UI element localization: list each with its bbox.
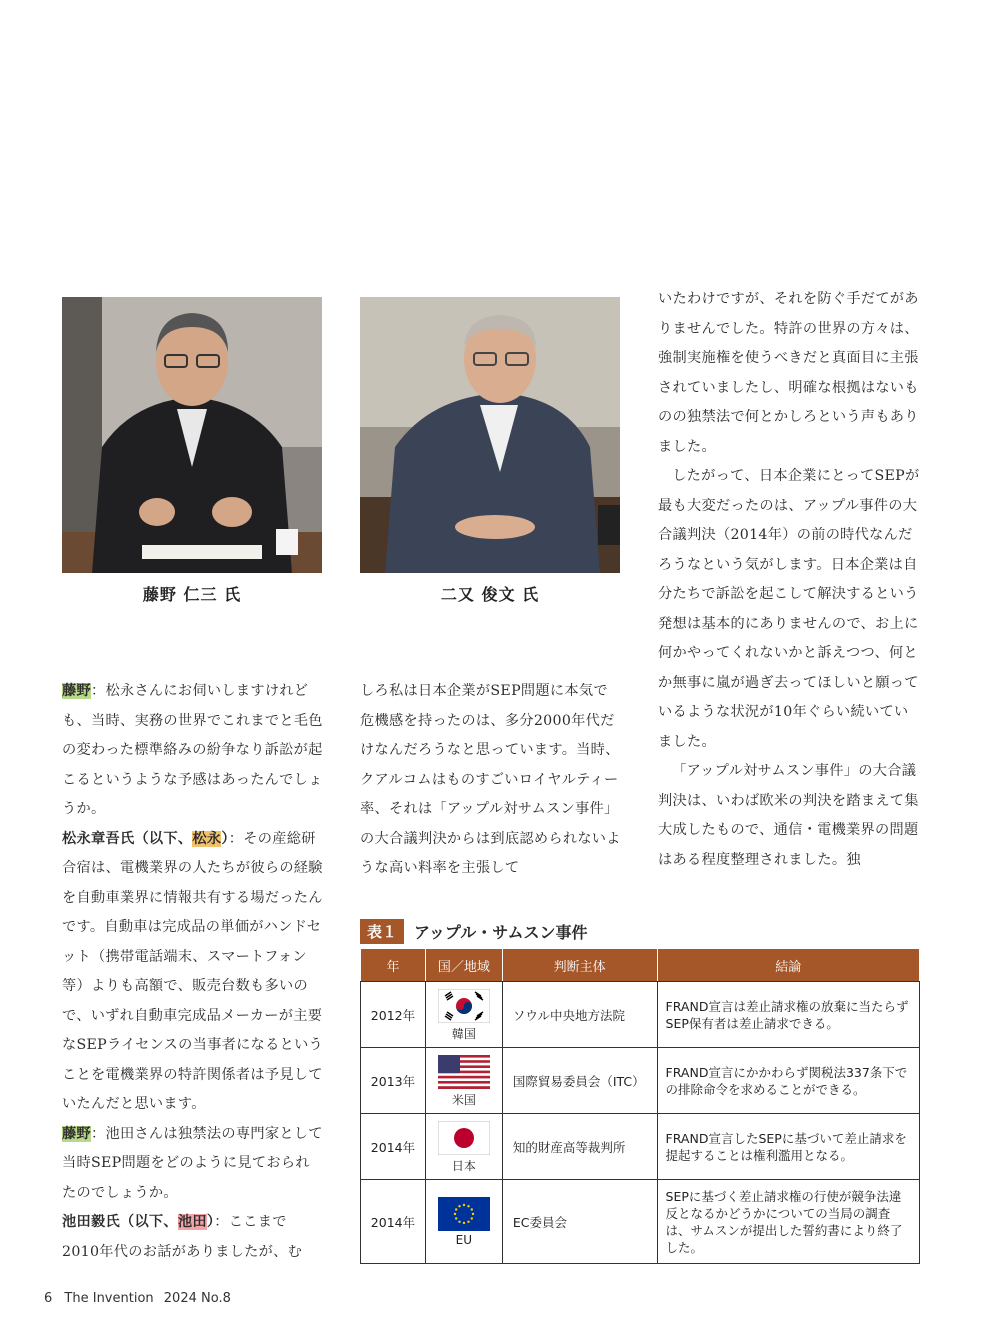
japan-flag-icon xyxy=(438,1121,490,1155)
cell-conclusion: FRAND宣言したSEPに基づいて差止請求を提起することは権利濫用となる。 xyxy=(657,1114,919,1180)
header-conclusion: 結論 xyxy=(657,949,919,982)
cell-conclusion: FRAND宣言にかかわらず関税法337条下での排除命令を求めることができる。 xyxy=(657,1048,919,1114)
journal-name: The Invention xyxy=(64,1291,154,1306)
cell-conclusion: SEPに基づく差止請求権の行使が競争法違反となるかどうかについての当局の調査は、サムスンが提出した誓約書により終了した。 xyxy=(657,1180,919,1264)
paragraph-text: したがって、日本企業にとってSEPが最も大変だったのは、アップル事件の大合議判決（2014年）の前の時代なんだろうなという気がします。日本企業は自分たちで訴訟を起こして解決するという発想は基本的にありませんので、お上に何かやってくれないかと訴えつつ、何とか無事に嵐が過ぎ去ってほしいと願っているような状況が10年ぐらい続いていました。 xyxy=(658,468,920,750)
case-table xyxy=(360,948,920,1264)
header-country: 国／地域 xyxy=(425,949,502,982)
table-title-text: アップル・サムスン事件 xyxy=(414,922,588,942)
cell-country xyxy=(425,1180,502,1264)
speaker-ikeda: 池田 xyxy=(177,1214,207,1230)
column-1 xyxy=(62,677,324,1277)
cell-country xyxy=(425,1114,502,1180)
cell-year: 2014年 xyxy=(361,1114,426,1180)
cell-judge: 国際貿易委員会（ITC） xyxy=(502,1048,657,1114)
usa-flag-icon xyxy=(438,1055,490,1089)
paragraph-text: 「アップル対サムスン事件」の大合議判決は、いわば欧米の判決を踏まえて集大成したもので、通信・電機業界の問題はある程度整理されました。独 xyxy=(658,763,919,868)
photo-fujino xyxy=(62,297,322,573)
eu-flag-icon xyxy=(438,1197,490,1231)
speaker-suffix: ） xyxy=(221,830,229,847)
paragraph-fujino-2 xyxy=(62,1120,324,1209)
cell-year: 2013年 xyxy=(361,1048,426,1114)
paragraph-text: ：その産総研合宿は、電機業界の人たちが彼らの経験を自動車業界に情報共有する場だったんです。自動車は完成品の単価がハンドセット（携帯電話端末、スマートフォン等）よりも高額で、販売台数も多いので、いずれ自動車完成品メーカーが主要なSEPライセンスの当事者になるということを電機業界の特許関係者は予見していたんだと思います。 xyxy=(62,830,324,1112)
cell-country xyxy=(425,1048,502,1114)
table-header-row xyxy=(361,949,920,982)
paragraph-matsunaga xyxy=(62,825,324,1120)
table-title xyxy=(360,918,587,944)
portrait-fujino-image xyxy=(62,297,322,573)
journal-issue: 2024 No.8 xyxy=(163,1291,231,1306)
paragraph-text: しろ私は日本企業がSEP問題に本気で危機感を持ったのは、多分2000年代だけなんだろうなと思っています。当時、クアルコムはものすごいロイヤルティー率、それは「アップル対サムスン事件」の大合議判決からは到底認められないような高い料率を主張して xyxy=(360,683,621,876)
table-tag: 表１ xyxy=(360,919,404,944)
country-label: 日本 xyxy=(451,1158,476,1173)
photo-futamata xyxy=(360,297,620,573)
caption-fujino: 藤野 仁三 氏 xyxy=(142,585,242,604)
cell-country xyxy=(425,982,502,1048)
country-label: EU xyxy=(455,1233,473,1247)
column-3 xyxy=(658,285,920,890)
cell-judge: 知的財産高等裁判所 xyxy=(502,1114,657,1180)
cell-year: 2012年 xyxy=(361,982,426,1048)
speaker-fujino: 藤野 xyxy=(62,1125,91,1142)
page-number: 6 xyxy=(44,1291,53,1306)
paragraph-text: ：松永さんにお伺いしますけれども、当時、実務の世界でこれまでと毛色の変わった標準絡みの紛争なり訴訟が起こるというような予感はあったんでしょうか。 xyxy=(62,683,323,817)
table-row xyxy=(361,1048,920,1114)
speaker-fujino: 藤野 xyxy=(62,683,91,699)
paragraph-text: ：ここまで2010年代のお話がありましたが、む xyxy=(62,1214,303,1260)
paragraph-ikeda xyxy=(62,1208,324,1267)
column-2 xyxy=(360,677,622,887)
paragraph-text: ：池田さんは独禁法の専門家として当時SEP問題をどのように見ておられたのでしょうか。 xyxy=(62,1125,323,1201)
page-footer xyxy=(44,1291,231,1306)
table-row xyxy=(361,1180,920,1264)
speaker-prefix: 池田毅氏（以下、 xyxy=(62,1214,178,1230)
header-judge: 判断主体 xyxy=(502,949,657,982)
country-label: 米国 xyxy=(451,1092,476,1107)
cell-conclusion: FRAND宣言は差止請求権の放棄に当たらずSEP保有者は差止請求できる。 xyxy=(657,982,919,1048)
paragraph-fujino-1 xyxy=(62,677,324,825)
korea-flag-icon xyxy=(438,989,490,1023)
portrait-futamata-image xyxy=(360,297,620,573)
cell-year: 2014年 xyxy=(361,1180,426,1264)
paragraph-text: いたわけですが、それを防ぐ手だてがありませんでした。特許の世界の方々は、強制実施権を使うべきだと真面目に主張されていましたし、明確な根拠はないものの独禁法で何とかしろという声もありました。 xyxy=(658,291,919,455)
table-row xyxy=(361,1114,920,1180)
speaker-prefix: 松永章吾氏（以下、 xyxy=(62,830,193,847)
header-year: 年 xyxy=(361,949,426,982)
speaker-suffix: ） xyxy=(206,1214,215,1230)
country-label: 韓国 xyxy=(451,1026,476,1041)
cell-judge: ソウル中央地方法院 xyxy=(502,982,657,1048)
table-row xyxy=(361,982,920,1048)
cell-judge: EC委員会 xyxy=(502,1180,657,1264)
speaker-matsunaga: 松永 xyxy=(192,830,222,847)
caption-futamata: 二又 俊文 氏 xyxy=(440,585,540,604)
